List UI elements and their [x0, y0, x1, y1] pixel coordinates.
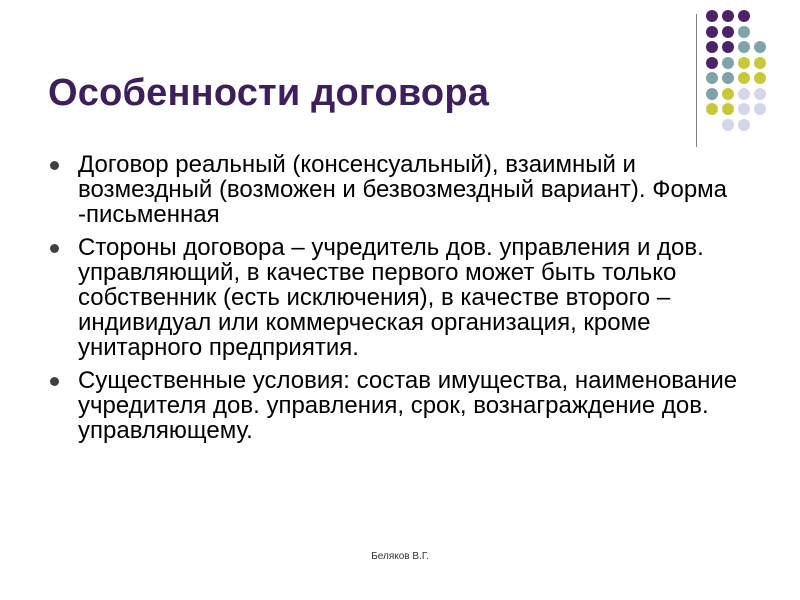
decor-dot — [722, 10, 734, 22]
decor-dot — [706, 10, 718, 22]
decor-dot — [754, 103, 766, 115]
bullet-text: Существенные условия: состав имущества, наименование учредителя дов. управления, срок, вознаграждение дов. управляющему. — [78, 367, 738, 444]
bullet-text: Стороны договора – учредитель дов. управления и дов. управляющий, в качестве первого может быть только собственник (есть исключения), в качестве второго – индивидуал или коммерческая организация, кроме унитарного предприятия. — [78, 234, 704, 361]
bullet-item — [48, 368, 768, 443]
slide-title: Особенности договора — [48, 72, 490, 114]
decor-dot — [754, 57, 766, 69]
decor-dot — [754, 72, 766, 84]
bullet-icon — [50, 161, 59, 170]
decor-dot — [706, 57, 718, 69]
decor-dot — [706, 72, 718, 84]
footer-author: Беляков В.Г. — [371, 551, 429, 562]
decor-dot — [754, 88, 766, 100]
decor-dot — [738, 10, 750, 22]
bullet-item — [48, 235, 768, 360]
decor-vertical-line — [696, 14, 697, 147]
bullet-icon — [50, 244, 59, 253]
decor-dot-grid — [706, 10, 786, 130]
decor-dot — [738, 41, 750, 53]
decor-dot — [738, 72, 750, 84]
decor-dot — [706, 26, 718, 38]
decor-dot — [722, 41, 734, 53]
decor-dot — [706, 88, 718, 100]
bullet-text: Договор реальный (консенсуальный), взаимный и возмездный (возможен и безвозмездный вариант). Форма -письменная — [78, 151, 728, 228]
bullet-icon — [50, 377, 59, 386]
decor-dot — [706, 103, 718, 115]
decor-dot — [722, 103, 734, 115]
decor-dot — [738, 119, 750, 131]
decor-dot — [706, 41, 718, 53]
decor-dot — [722, 119, 734, 131]
decor-dot — [722, 88, 734, 100]
decor-dot — [738, 103, 750, 115]
decor-dot — [738, 26, 750, 38]
decor-dot — [722, 57, 734, 69]
decor-dot — [722, 72, 734, 84]
bullet-item — [48, 152, 768, 227]
decor-dot — [738, 88, 750, 100]
decor-dot — [738, 57, 750, 69]
decor-dot — [754, 41, 766, 53]
decor-dot — [722, 26, 734, 38]
bullet-list — [48, 152, 768, 451]
